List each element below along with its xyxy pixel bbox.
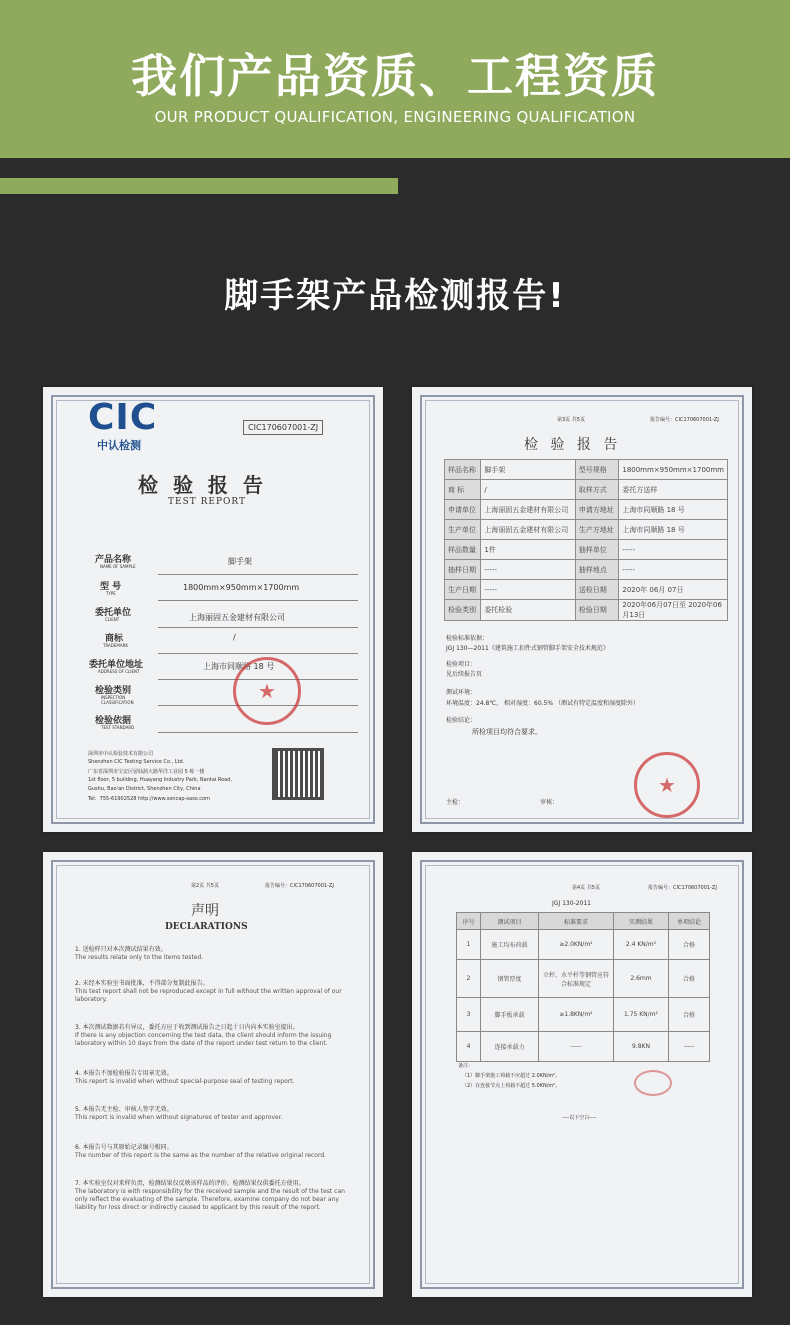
official-seal: ★ [634,752,700,818]
company-address-en-1: 1st floor, 5 building, Huayang Industry Park, Nantai Road, [88,777,233,783]
detail-title: 检 验 报 告 [524,437,622,453]
declaration-item: 5. 本报告无主检、审核人签字无效。 This report is invalid when without signatures of tester and approver. [75,1106,283,1121]
table-row: 2 钢管厚度 立杆、水平杆等钢管应符合标准规定 2.6mm 合格 [457,960,710,998]
notes-label: 备注： [458,1063,474,1069]
table-row: 4 连接承载力 ----- 9.8KN ----- [457,1032,710,1062]
conclusion-label: 检验结论： [446,717,477,724]
approver-label: 主检： [446,799,465,806]
items-label: 检验项目： [446,661,477,668]
report-cover-image [43,387,383,832]
basis-label: 检验标准依据： [446,635,489,642]
accent-bar [0,178,398,194]
field-value: 1800mm×950mm×1700mm [183,583,300,592]
page-title-english: OUR PRODUCT QUALIFICATION, ENGINEERING QUALIFICATION [154,108,636,126]
cover-title-cn: 检 验 报 告 [138,473,267,497]
declaration-item: 6. 本报告号与其原始记录编号相同。 The number of this report is the same as the number of the relative original record. [75,1144,327,1159]
page-title: 我们产品资质、工程资质 [131,49,659,103]
official-seal: ★ [233,657,301,725]
declaration-item: 4. 本报告不加检验报告专用章无效。 This report is invalid when without special-purpose seal of testing report. [75,1070,295,1085]
page-info: 第2页 共5页 [191,883,219,889]
qr-code [275,751,321,797]
cic-logo: CIC [88,397,158,438]
page-info: 第3页 共5页 [557,417,585,423]
test-results-image [412,852,752,1297]
field-label-en: ADDRESS OF CLIENT [98,669,140,674]
declaration-item: 1. 送检样只对本次测试结果有效。 The results relate only to the items tested. [75,946,204,961]
field-label-en: TRADEMARK [103,643,128,648]
standard-code: JGJ 130-2011 [552,900,591,907]
table-row: 抽样日期 ----- 抽样地点 ----- [445,560,728,580]
declaration-item: 7. 本实验室仅对来样负责，检测结果仅反映该样品的评价。检测结果仅供委托方使用。 The laboratory is with responsibility for the received sample and the result of the test can only reflect the evaluating of the sample. Therefore, examine company do not bear any liability for loss direct or indirectly caused to applicant by this result of the report. [75,1180,345,1211]
field-label: 商标 [105,634,124,644]
official-seal [634,1070,672,1096]
table-header-row: 序号 测试项目 标准要求 实测结果 单项结论 [457,913,710,930]
table-row: 申请单位 上海丽固五金建材有限公司 申请方地址 上海市同顺路 18 号 [445,500,728,520]
note-1: （1）脚手架施工荷载不应超过 2.0KN/m²。 [462,1073,561,1079]
report-number: 报告编号：CIC170607001-ZJ [650,417,719,423]
reviewer-label: 审核： [540,799,559,806]
env-label: 测试环境： [446,689,477,696]
report-number: 报告编号：CIC170607001-ZJ [265,883,334,889]
declaration-item: 3. 本次测试数据若有异议，委托方应于收到测试报告之日起十日内向本实验室提出。 If there is any objection concerning the test data, the client should inform the issuing laboratory within 10 days from the date of the report under test return to the client. [75,1024,332,1047]
field-label-en: INSPECTION CLASSIFICATION [101,695,134,705]
declaration-item: 2. 未经本实验室书面批准，不得部分复制此报告。 This test report shall not be reproduced except in full without the written approval of our laboratory. [75,980,342,1003]
conclusion-text: 所检项目均符合要求。 [472,728,542,736]
company-name-cn: 深圳市中认检验技术有限公司 [88,751,154,757]
field-label-en: NAME OF SAMPLE [100,564,136,569]
items-text: 见后续报告页 [446,671,483,678]
detail-table [444,459,728,621]
section-subtitle: 脚手架产品检测报告! [224,276,566,316]
field-label-en: TEST STANDARD [101,725,135,730]
company-address-en-2: Gushu, Bao'an District, Shenzhen City, China [88,786,201,792]
header-banner [0,0,790,158]
results-table [456,912,710,1062]
field-label: 委托单位地址 [89,660,144,670]
report-detail-image [412,387,752,832]
table-row: 样品名称 脚手架 型号规格 1800mm×950mm×1700mm [445,460,728,480]
field-label: 检验依据 [95,716,132,726]
env-text: 环境温度：24.8℃， 相对湿度：60.5% （测试有特定温度和湿度除外） [446,700,639,707]
table-row: 检验类别 委托检验 检验日期 2020年06月07日至 2020年06月13日 [445,600,728,621]
declarations-image [43,852,383,1297]
cic-logo-cn: 中认检测 [97,439,141,452]
company-contact: Tel：755-61902528 http://www.soncap-saso.com [88,796,210,802]
field-value: 上海市同顺路 18 号 [203,662,275,671]
company-name-en: Shenzhen CIC Testing Service Co., Ltd. [88,759,185,765]
table-row: 样品数量 1件 抽样单位 ----- [445,540,728,560]
report-number-box: CIC170607001-ZJ [243,420,323,435]
field-value: 上海丽固五金建材有限公司 [189,613,285,622]
table-row: 1 施工均布荷载 ≥2.0KN/m² 2.4 KN/m² 合格 [457,930,710,960]
table-row: 商 标 / 取样方式 委托方送样 [445,480,728,500]
table-footer: ----以下空白---- [562,1115,597,1121]
field-value: 脚手架 [228,557,252,566]
field-label-en: TYPE [106,591,116,596]
field-label: 产品名称 [95,555,132,565]
basis-text: JGJ 130—2011《建筑施工扣件式钢管脚手架安全技术规范》 [446,645,609,652]
field-label: 检验类别 [95,686,132,696]
field-value: / [233,633,236,642]
declarations-title-en: DECLARATIONS [165,922,248,932]
table-row: 生产单位 上海丽固五金建材有限公司 生产方地址 上海市同顺路 18 号 [445,520,728,540]
table-row: 3 脚手板承载 ≥1.8KN/m² 1.75 KN/m² 合格 [457,998,710,1032]
field-label: 型 号 [100,582,122,592]
field-label: 委托单位 [95,608,132,618]
field-label-en: CLIENT [105,617,120,622]
table-row: 生产日期 ----- 送检日期 2020年 06月 07日 [445,580,728,600]
cover-title-en: TEST REPORT [168,497,247,507]
company-address-cn: 广东省深圳市宝安区留仙洞大路华洋工业园 5 栋一楼 [88,769,205,775]
report-number: 报告编号：CIC170607001-ZJ [648,885,717,891]
page-info: 第4页 共5页 [572,885,600,891]
declarations-title-cn: 声明 [191,903,219,919]
note-2: （2）在连接节点上荷载不超过 5.0KN/m²。 [462,1083,561,1089]
